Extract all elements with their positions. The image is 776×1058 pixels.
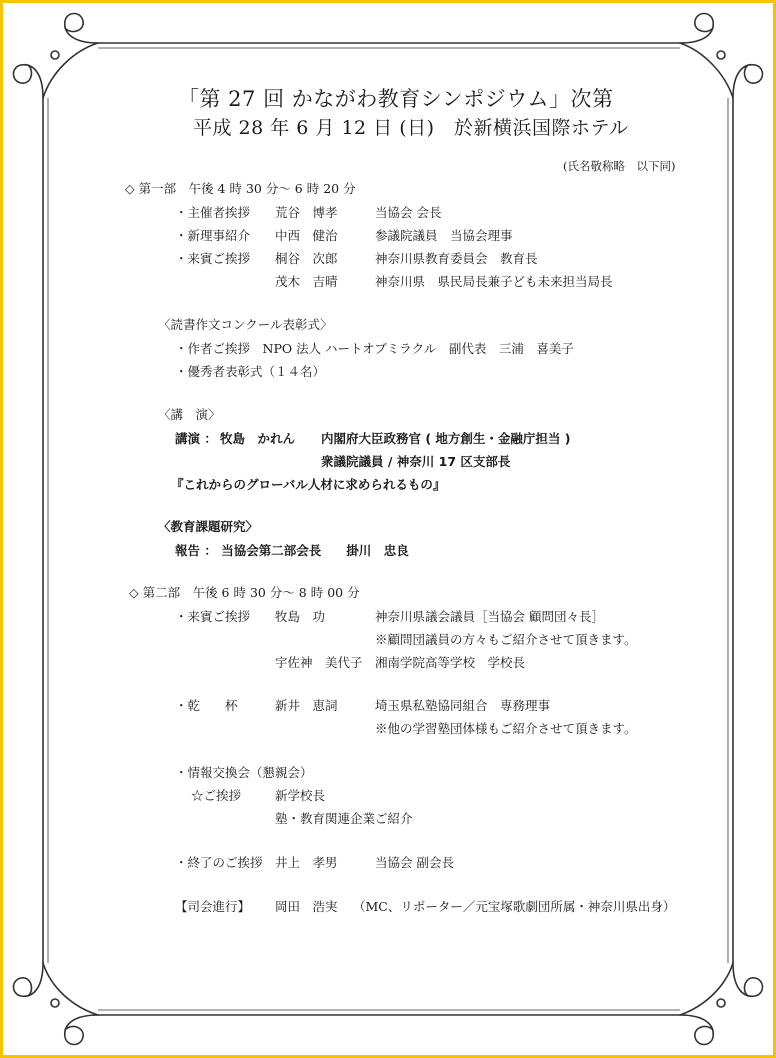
part1-heading: ◇ 第一部 午後 4 時 30 分〜 6 時 20 分 [125,181,356,196]
greet-item1: 新学校長 [275,788,326,803]
row-role: 参議院議員 当協会理事 [375,228,513,243]
row-name: 荒谷 博孝 [275,205,338,220]
exchange-label: ・情報交換会（懇親会） [175,765,313,780]
row-name: 茂木 吉晴 [275,274,338,289]
toast-role: 埼玉県私塾協同組合 専務理事 [375,698,551,713]
honorific-note: (氏名敬称略 以下同) [563,159,676,173]
row-role: 神奈川県教育委員会 教育長 [375,251,538,266]
row-label: ・主催者挨拶 [175,205,251,220]
row-role: 当協会 会長 [375,205,442,220]
guest1-role: 神奈川県議会議員［当協会 顧問団々長］ [375,609,604,624]
toast-name: 新井 恵詞 [275,698,338,713]
mc-label: 【司会進行】 [175,899,251,914]
row-label: ・新理事紹介 [175,228,251,243]
mc-name: 岡田 浩実 [275,899,338,914]
award-heading: 〈読書作文コンクール表彰式〉 [158,317,333,332]
guest2-name: 宇佐神 美代子 [275,655,363,670]
closing-role: 当協会 副会長 [375,855,454,870]
research-report: 報告 ： 当協会第二部会長 掛川 忠良 [175,543,409,558]
row-name: 中西 健治 [275,228,338,243]
lecture-label: 講演 ： [175,431,217,446]
award-line2: ・優秀者表彰式（１４名） [175,364,326,379]
lecture-heading: 〈講 演〉 [158,407,221,422]
guest-label: ・来賓ご挨拶 [175,609,251,624]
guest2-role: 湘南学院高等学校 学校長 [375,655,526,670]
guest1-name: 牧島 功 [275,609,326,624]
closing-name: 井上 孝男 [275,855,338,870]
closing-label: ・終了のご挨拶 [175,855,263,870]
lecture-role2: 衆議院議員 / 神奈川 17 区支部長 [321,454,511,469]
greet-item2: 塾・教育関連企業ご紹介 [275,811,413,826]
lecture-theme: 『これからのグローバル人材に求められるもの』 [171,477,446,492]
part2-heading: ◇ 第二部 午後 6 時 30 分〜 8 時 00 分 [129,585,360,600]
toast-label: ・乾 杯 [175,698,238,713]
toast-note: ※他の学習塾団体様もご紹介させて頂きます。 [375,721,637,736]
mc-description: （MC、リポーター／元宝塚歌劇団所属・神奈川県出身） [353,899,676,914]
document-title: 「第 27 回 かながわ教育シンポジウム」次第 [178,87,614,111]
row-role: 神奈川県 県民局長兼子ども未来担当局長 [375,274,613,289]
row-label: ・来賓ご挨拶 [175,251,251,266]
date-venue: 平成 28 年 6 月 12 日 (日) 於新横浜国際ホテル [193,117,629,139]
research-heading: 〈教育課題研究〉 [158,519,259,534]
row-name: 桐谷 次郎 [275,251,338,266]
guest1-note: ※顧問団議員の方々もご紹介させて頂きます。 [375,632,637,647]
lecture-speaker: 牧島 かれん [220,431,296,446]
lecture-role1: 内閣府大臣政務官 ( 地方創生・金融庁担当 ) [321,431,571,446]
award-line1: ・作者ご挨拶 NPO 法人 ハートオブミラクル 副代表 三浦 喜美子 [175,341,574,356]
program-sheet [3,3,773,1055]
greet-label: ☆ご挨拶 [191,788,242,803]
